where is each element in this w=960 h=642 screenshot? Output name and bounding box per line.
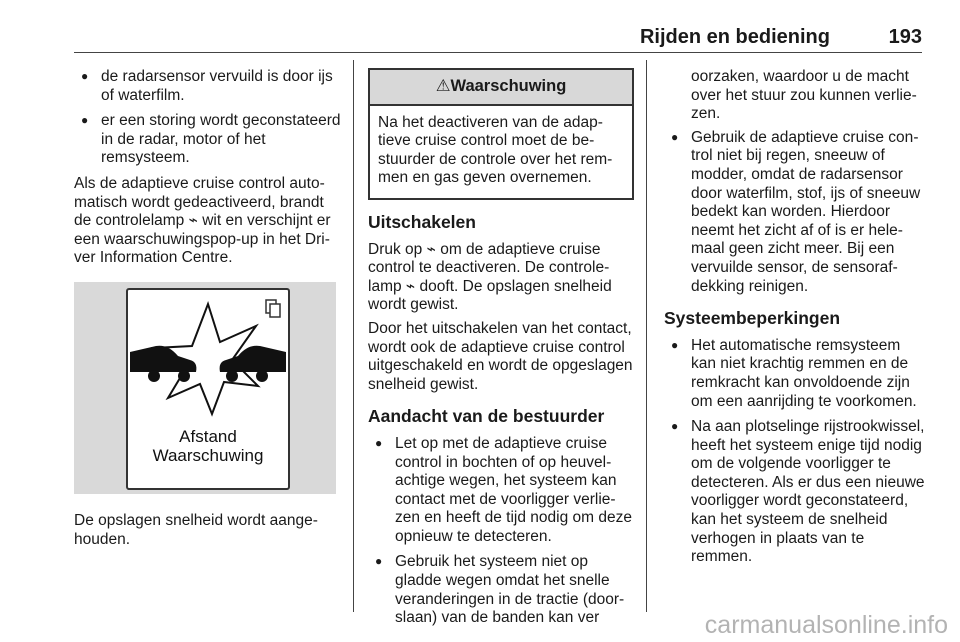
list-item: ● Het automatische remsysteem kan niet krachtig remmen en de remkracht kan onvoldoende zijn om een aanrijding te voorkomen. [664, 337, 926, 411]
warning-box [368, 68, 634, 200]
figure-text-line2: Waarschuwing [152, 445, 264, 465]
column-3 [664, 68, 926, 574]
list-item: ● er een storing wordt geconstateerd in de radar, motor of het remsysteem. [74, 112, 344, 168]
column-divider [353, 60, 354, 612]
page-number: 193 [888, 26, 922, 48]
paragraph: Als de adaptieve cruise control automatisch wordt gedeactiveerd, brandt de controlelamp ⌁ wit en verschijnt er een waarschuwingspop-up in het Driver Information Centre. [74, 174, 331, 267]
page-title: Rijden en bediening [639, 26, 830, 48]
list-item: ● Na aan plotselinge rijstrookwissel, heeft het systeem enige tijd nodig om de volgende voorligger te detecteren. Als er dus een nieuwe voorligger wordt geconstateerd, kan het systeem de snelheid verhogen in plaats van te remmen. [664, 418, 926, 567]
watermark: carmanualsonline.info [704, 611, 948, 639]
warning-body: Na het deactiveren van de adaptieve cruise control moet de bestuurder de controle over het remmen en gas geven overnemen. [378, 113, 613, 187]
page-header [74, 0, 922, 53]
warning-title: ⚠Waarschuwing [370, 70, 632, 106]
column-1 [74, 68, 344, 554]
list-item: ● Gebruik het systeem niet op gladde wegen omdat het snelle veranderingen in de tractie (doorslaan) van de banden kan ver [368, 553, 634, 627]
paragraph: Door het uitschakelen van het contact, wordt ook de adaptieve cruise control uitgeschakeld en wordt de opgeslagen snelheid gewist. [368, 319, 633, 393]
collision-warning-icon [128, 290, 288, 426]
figure-caption: De opslagen snelheid wordt aangehouden. [74, 511, 318, 548]
list-item: ● Gebruik de adaptieve cruise control niet bij regen, sneeuw of modder, omdat de radarsensor door waterfilm, stof, ijs of sneeuw bedekt kan worden. Hierdoor neemt het zicht af of is er helemaal geen zicht meer. Bij een vervuilde sensor, de sensorafdekking reinigen. [664, 129, 926, 296]
column-divider [646, 60, 647, 612]
figure-text-line1: Afstand [179, 426, 237, 446]
list-item: ● de radarsensor vervuild is door ijs of waterfilm. [74, 68, 344, 105]
list-item: ● Let op met de adaptieve cruise control in bochten of op heuvelachtige wegen, het systeem kan contact met de voorligger verliezen en heeft de tijd nodig om deze opnieuw te detecteren. [368, 435, 634, 547]
section-heading: Uitschakelen [368, 211, 476, 232]
display-screen [126, 288, 290, 490]
section-heading: Systeembeperkingen [664, 308, 841, 329]
paragraph: Druk op ⌁ om de adaptieve cruise control te deactiveren. De controlelamp ⌁ dooft. De opslagen snelheid wordt gewist. [368, 240, 612, 314]
section-heading: Aandacht van de bestuurder [368, 406, 605, 427]
figure-distance-warning [74, 282, 336, 494]
paragraph-continuation: oorzaken, waardoor u de macht over het stuur zou kunnen verliezen. [691, 68, 917, 123]
column-2 [368, 68, 634, 635]
